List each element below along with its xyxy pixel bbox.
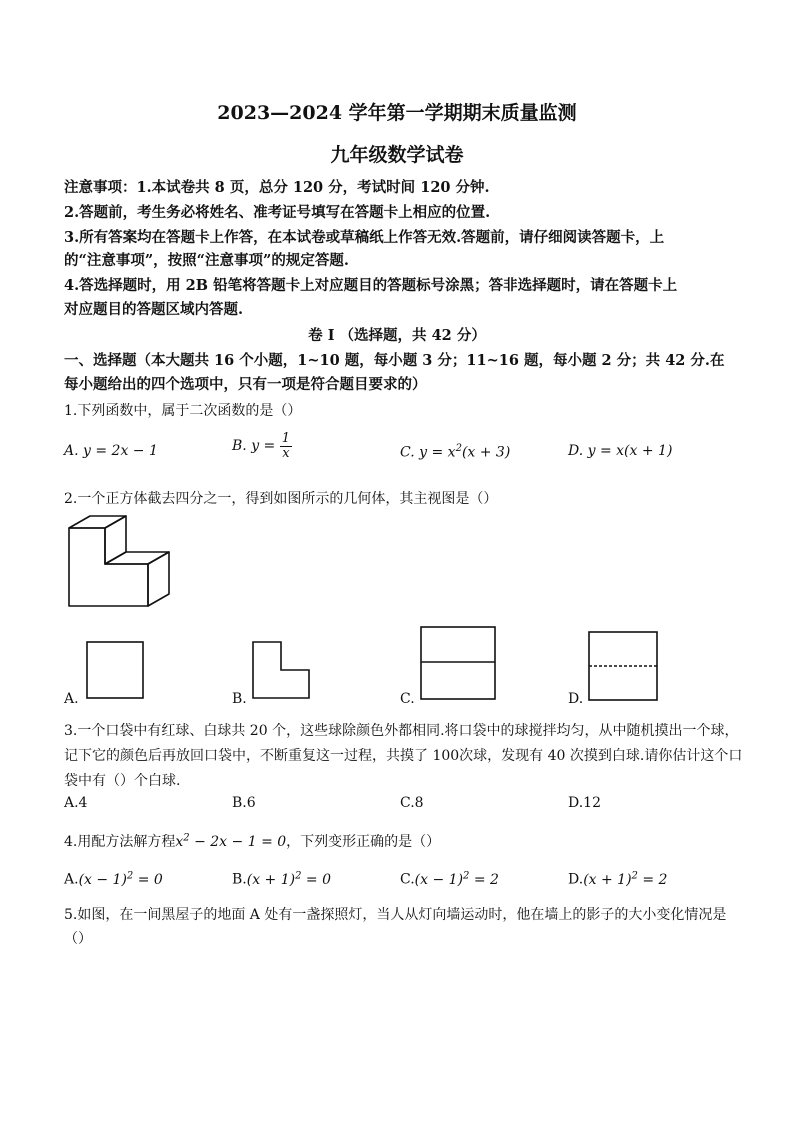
q4-option-c[interactable] [400,870,499,888]
q4-eq-sup: 2 [183,832,190,844]
q2-solid-figure [60,510,180,610]
q4-option-d[interactable] [568,870,667,888]
q2-option-b-label: B. [232,691,247,707]
q4-option-a[interactable] [64,870,163,888]
note-line-4: 的“注意事项”，按照“注意事项”的规定答题. [64,252,349,269]
q2-option-c-label: C. [400,691,415,707]
q4-option-a-label: A. [64,871,79,888]
q4-option-b[interactable] [232,870,331,888]
q4-eq-term: x [175,834,184,850]
q4-option-a-sup: 2 [126,870,134,881]
q4-eq-rest: − 2x − 1 = 0 [189,834,287,850]
exam-title: 2023—2024 学年第一学期期末质量监测 [217,102,577,124]
q4-option-b-base: (x + 1) [246,871,296,888]
q4-option-b-rhs: = 0 [301,871,332,888]
q1-option-c [400,443,510,461]
q4-equation [175,834,286,850]
q3-line-3: 袋中有（）个白球. [64,773,181,789]
q3-option-a[interactable]: A.4 [64,795,88,811]
q1-option-b-prefix: B. y = [232,438,276,455]
q1-option-d: D. y = x(x + 1) [568,443,673,459]
q4-option-c-label: C. [400,871,415,888]
q4-option-d-label: D. [568,871,584,888]
q4-stem-prefix: 4.用配方法解方程 [64,834,176,850]
q3-line-1: 3.一个口袋中有红球、白球共 20 个，这些球除颜色外都相同.将口袋中的球搅拌均匀，从中随机摸出一个球， [64,723,739,739]
note-line-6: 对应题目的答题区域内答题. [64,301,244,318]
q4-option-a-rhs: = 0 [133,871,163,888]
exam-subtitle: 九年级数学试卷 [330,144,464,166]
q5-line-1: 5.如图，在一间黑屋子的地面 A 处有一盏探照灯，当人从灯向墙运动时，他在墙上的影子的大小变化情况是 [64,907,727,923]
q4-option-c-rhs: = 2 [469,871,499,888]
q2-option-d-label: D. [568,691,584,707]
q5-line-2: （） [64,931,92,947]
q1-option-c-sup: 2 [455,443,462,454]
q1-option-b-numerator: 1 [281,431,291,446]
q4-option-b-label: B. [232,871,247,888]
q4-option-d-base: (x + 1) [583,871,632,888]
q1-option-b [232,432,292,460]
q2-option-d-figure[interactable] [588,631,658,701]
q4-option-b-sup: 2 [295,870,302,881]
section-title: 卷 I （选择题，共 42 分） [308,327,486,344]
section-heading-2: 每小题给出的四个选项中，只有一项是符合题目要求的） [64,376,427,393]
q1-option-c-prefix: C. y = x [400,444,456,461]
note-line-5: 4.答选择题时，用 2B 铅笔将答题卡上对应题目的答题标号涂黑；答非选择题时，请在答题卡上 [64,277,678,294]
note-line-1: 注意事项：1.本试卷共 8 页，总分 120 分，考试时间 120 分钟. [64,179,490,196]
q3-option-d[interactable]: D.12 [568,795,601,811]
section-heading-1: 一、选择题（本大题共 16 个小题，1~10 题，每小题 3 分；11~16 题，每小题 2 分；共 42 分.在 [64,352,725,369]
q4-option-d-sup: 2 [631,870,638,881]
q3-option-b[interactable]: B.6 [232,795,256,811]
note-line-3: 3.所有答案均在答题卡上作答，在本试卷或草稿纸上作答无效.答题前，请仔细阅读答题卡，上 [64,229,665,246]
q4-option-d-rhs: = 2 [637,871,668,888]
q2-option-c-figure[interactable] [420,626,496,700]
q2-option-a-label: A. [64,691,79,707]
q2-stem: 2.一个正方体截去四分之一，得到如图所示的几何体，其主视图是（） [64,491,498,507]
q4-option-c-base: (x − 1) [414,871,464,888]
q3-line-2: 记下它的颜色后再放回口袋中，不断重复这一过程，共摸了 100次球，发现有 40 次摸到白球.请你估计这个口 [64,748,743,764]
q1-option-a: A. y = 2x − 1 [64,443,158,459]
q2-option-b-figure[interactable] [252,641,310,699]
q3-option-c[interactable]: C.8 [400,795,424,811]
note-line-2: 2.答题前，考生务必将姓名、准考证号填写在答题卡上相应的位置. [64,204,491,221]
q2-option-a-figure[interactable] [86,641,144,699]
q1-option-b-fraction [280,432,292,460]
q4-stem [64,831,440,851]
q4-option-c-sup: 2 [463,870,470,881]
q4-option-a-base: (x − 1) [78,871,127,888]
q1-option-c-rest: (x + 3) [461,444,511,461]
q1-stem: 1.下列函数中，属于二次函数的是（） [64,403,302,419]
q4-stem-suffix: ，下列变形正确的是（） [286,834,441,850]
q1-option-b-denominator: x [282,445,290,461]
